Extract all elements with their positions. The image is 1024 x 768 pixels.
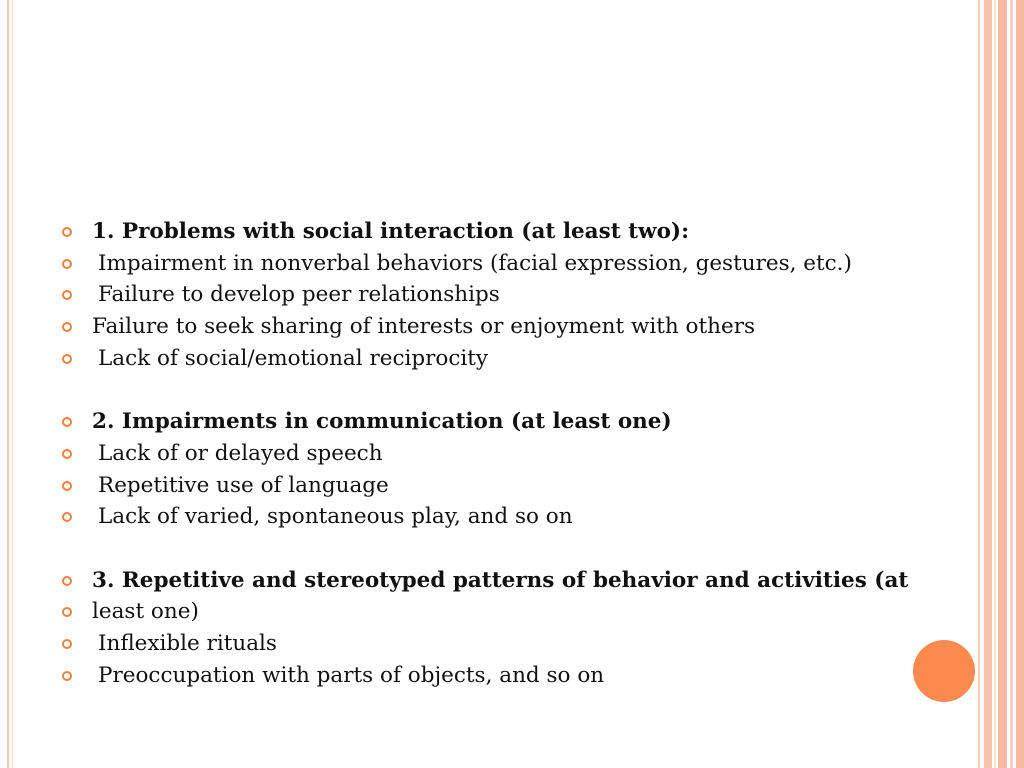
list-item-text: Lack of varied, spontaneous play, and so on [98,504,573,530]
circle-bullet-icon [62,576,72,586]
circle-bullet-icon [62,481,72,491]
list-item [60,279,960,311]
list-item [60,628,960,660]
list-item-text: Failure to develop peer relationships [98,282,500,308]
section-heading: 2. Impairments in communication (at least one) [92,409,672,435]
list-item-text: Impairment in nonverbal behaviors (facial expression, gestures, etc.) [98,250,852,276]
list-item-text: least one) [92,599,199,625]
right-decor-stripe [998,0,1007,768]
circle-bullet-icon [62,322,72,332]
spacer [60,374,960,406]
left-border-line [7,0,9,768]
list-item-text: Lack of social/emotional reciprocity [98,345,489,371]
circle-bullet-icon [62,354,72,364]
circle-bullet-icon [62,290,72,300]
right-decor-stripe [1016,0,1024,768]
right-decor-stripe [994,0,996,768]
circle-bullet-icon [62,449,72,459]
circle-bullet-icon [62,227,72,237]
circle-bullet-icon [62,671,72,681]
list-item-text: Failure to seek sharing of interests or enjoyment with others [92,314,756,340]
list-item [60,596,960,628]
left-border-line-thin [12,0,13,768]
list-item-text: Lack of or delayed speech [98,440,383,466]
circle-bullet-icon [62,639,72,649]
bullet-list [60,216,960,691]
circle-bullet-icon [62,259,72,269]
list-item [60,406,960,438]
list-item [60,438,960,470]
list-item [60,501,960,533]
list-item-text: Inflexible rituals [98,630,277,656]
spacer [60,533,960,565]
circle-bullet-icon [62,512,72,522]
circle-bullet-icon [62,607,72,617]
list-item [60,470,960,502]
list-item [60,248,960,280]
right-decor-stripe [978,0,980,768]
list-item [60,311,960,343]
section-heading: 1. Problems with social interaction (at least two): [92,219,690,244]
section-heading: 3. Repetitive and stereotyped patterns of behavior and activities (at [92,567,909,593]
list-item-text: Repetitive use of language [98,472,389,498]
right-decor-stripe [984,0,992,768]
list-item-text: Preoccupation with parts of objects, and so on [98,662,605,688]
list-item [60,565,960,597]
list-item [60,343,960,375]
circle-bullet-icon [62,417,72,427]
list-item [60,216,960,248]
decorative-orange-circle [913,640,975,702]
right-decor-stripe [1010,0,1013,768]
list-item [60,660,960,692]
